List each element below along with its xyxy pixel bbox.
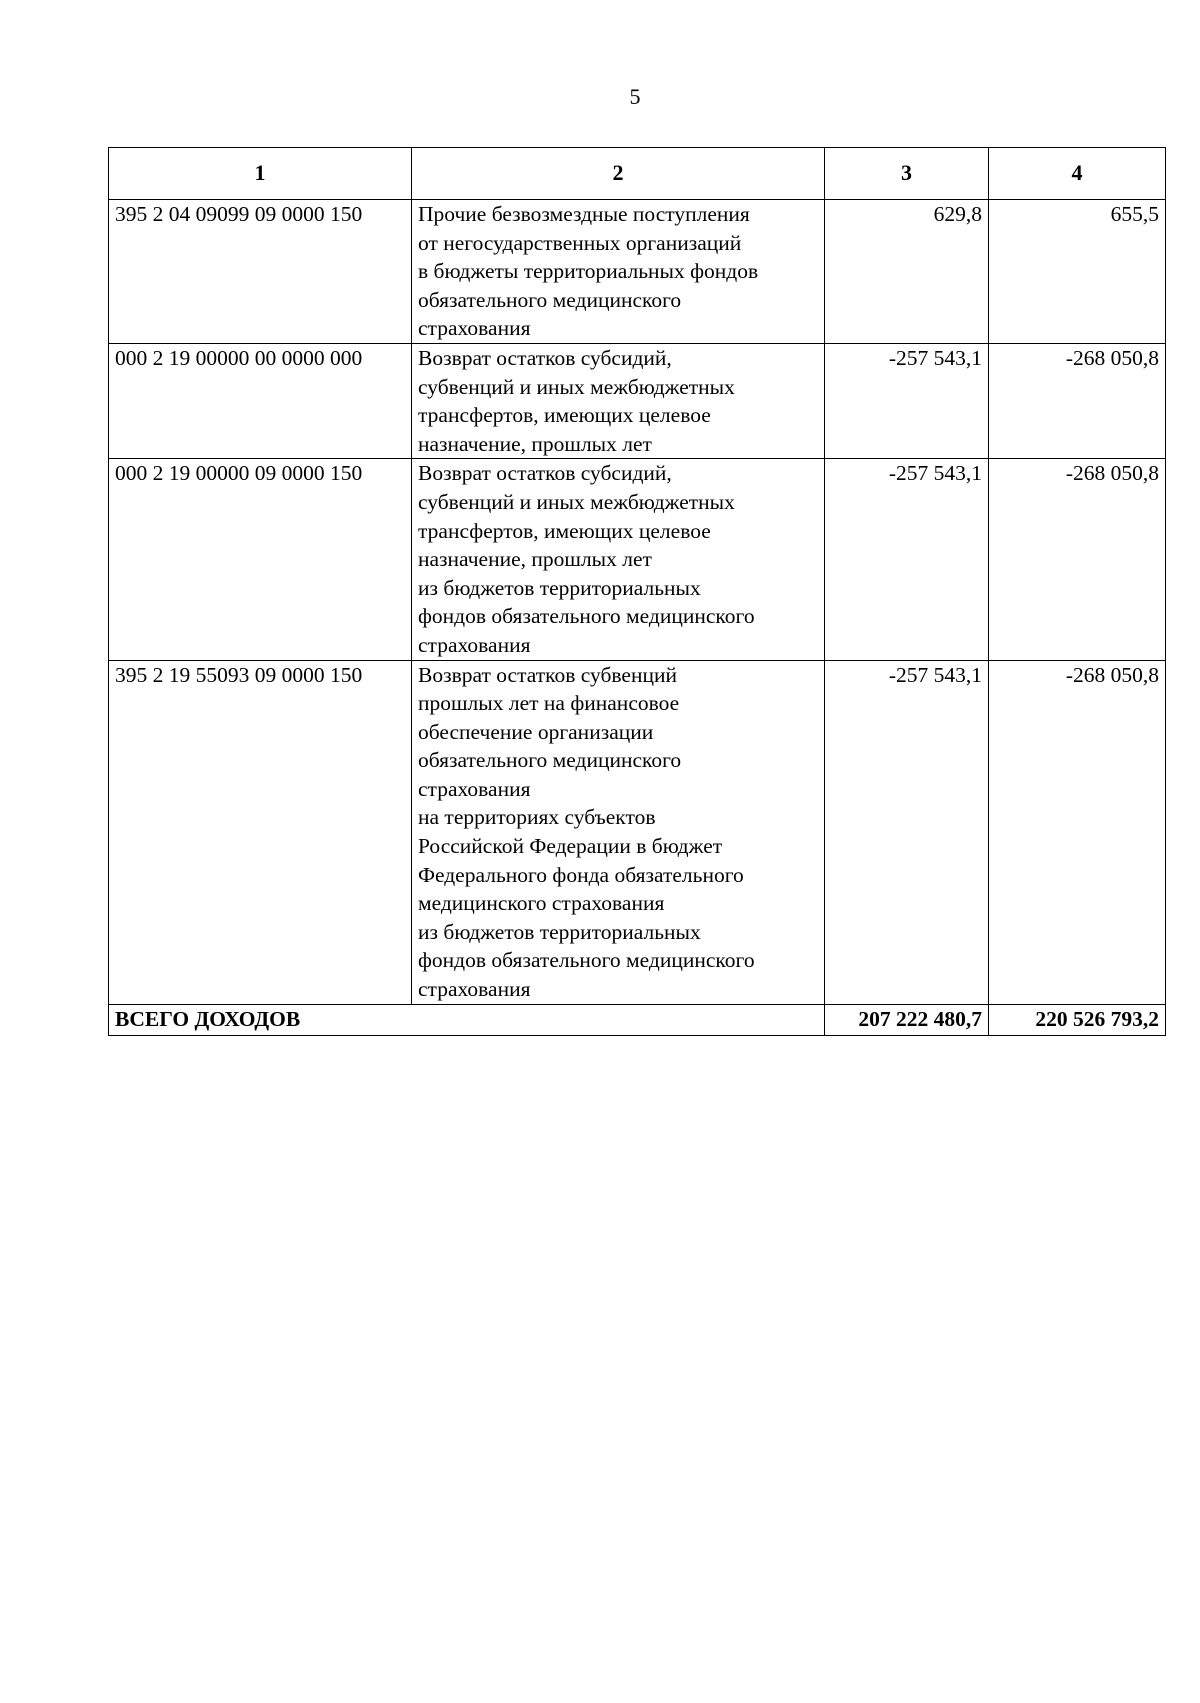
amount-cell-col3: 629,8 [825,200,989,344]
budget-code-cell: 395 2 04 09099 09 0000 150 [109,200,412,344]
budget-code-cell: 000 2 19 00000 00 0000 000 [109,343,412,458]
total-amount-col4: 220 526 793,2 [989,1004,1166,1035]
table-row [109,660,1166,1004]
page-number: 5 [629,84,641,109]
amount-cell-col3: -257 543,1 [825,459,989,660]
total-amount-col3: 207 222 480,7 [825,1004,989,1035]
budget-code-cell: 000 2 19 00000 09 0000 150 [109,459,412,660]
column-header-1: 1 [109,148,412,200]
amount-cell-col4: -268 050,8 [989,459,1166,660]
revenue-name-cell: Возврат остатков субсидий, субвенций и иных межбюджетных трансфертов, имеющих целевое назначение, прошлых лет [412,343,825,458]
revenue-name-cell: Возврат остатков субвенций прошлых лет на финансовое обеспечение организации обязательного медицинского страхования на территориях субъектов Российской Федерации в бюджет Федерального фонда обязательного медицинского страхования из бюджетов территориальных фондов обязательного медицинского страхования [412,660,825,1004]
amount-cell-col3: -257 543,1 [825,343,989,458]
total-label: ВСЕГО ДОХОДОВ [109,1004,825,1035]
table-header-row [109,148,1166,200]
budget-revenue-table [108,147,1166,1036]
amount-cell-col4: -268 050,8 [989,660,1166,1004]
amount-cell-col4: 655,5 [989,200,1166,344]
revenue-name-cell: Прочие безвозмездные поступления от негосударственных организаций в бюджеты территориальных фондов обязательного медицинского страхования [412,200,825,344]
amount-cell-col3: -257 543,1 [825,660,989,1004]
table-row [109,343,1166,458]
total-row [109,1004,1166,1035]
budget-code-cell: 395 2 19 55093 09 0000 150 [109,660,412,1004]
revenue-name-cell: Возврат остатков субсидий, субвенций и иных межбюджетных трансфертов, имеющих целевое назначение, прошлых лет из бюджетов территориальных фондов обязательного медицинского страхования [412,459,825,660]
table-row [109,200,1166,344]
column-header-2: 2 [412,148,825,200]
amount-cell-col4: -268 050,8 [989,343,1166,458]
column-header-4: 4 [989,148,1166,200]
column-header-3: 3 [825,148,989,200]
table-row [109,459,1166,660]
